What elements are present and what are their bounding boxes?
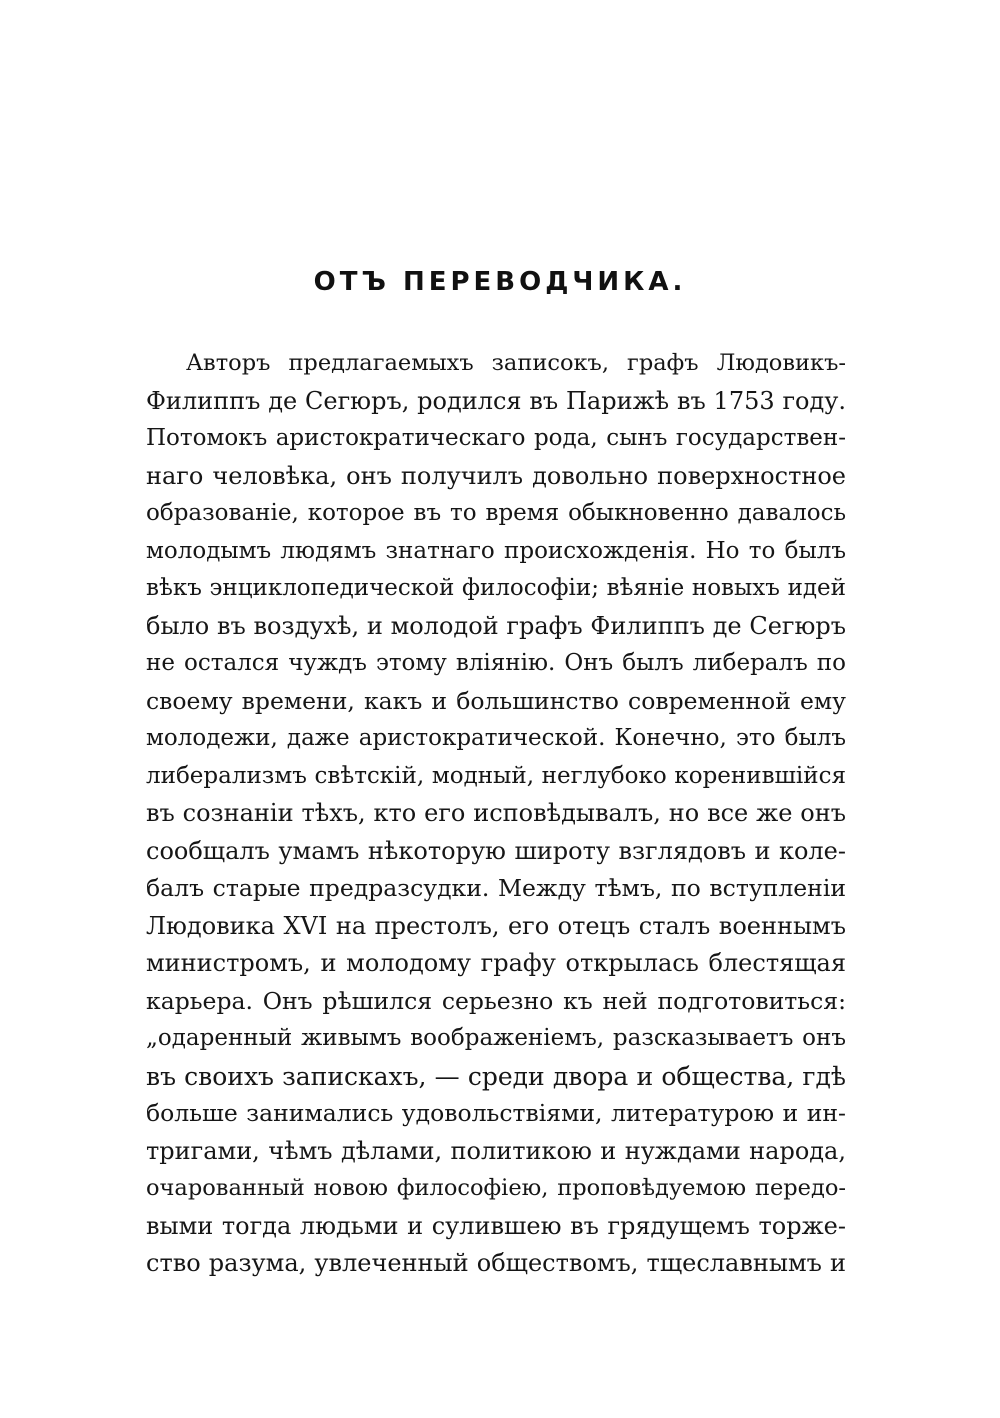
text-line: балъ старые предразсудки. Между тѣмъ, по вступленіи xyxy=(146,874,846,902)
text-line: наго человѣка, онъ получилъ довольно поверхностное xyxy=(146,461,846,490)
text-line: Потомокъ аристократическаго рода, сынъ государствен- xyxy=(146,425,846,451)
text-line: очарованный новою философіею, проповѣдуемою передо- xyxy=(146,1175,846,1201)
text-line: „одаренный живымъ воображеніемъ, разсказываетъ онъ xyxy=(146,1025,846,1051)
text-line: въ своихъ запискахъ, — среди двора и общества, гдѣ xyxy=(146,1061,846,1091)
text-line: министромъ, и молодому графу открылась блестящая xyxy=(146,949,846,977)
text-line: своему времени, какъ и большинство современной ему xyxy=(146,686,846,715)
text-line: молодымъ людямъ знатнаго происхожденія. Но то былъ xyxy=(146,537,846,564)
text-line: въ сознаніи тѣхъ, кто его исповѣдывалъ, но все же онъ xyxy=(146,799,846,827)
text-line: тригами, чѣмъ дѣлами, политикою и нуждами народа, xyxy=(146,1136,846,1165)
text-line: не остался чуждъ этому вліянію. Онъ былъ либералъ по xyxy=(146,650,846,676)
text-line: молодежи, даже аристократической. Конечно, это былъ xyxy=(146,725,846,751)
text-line: Авторъ предлагаемыхъ записокъ, графъ Людовикъ- xyxy=(186,350,846,376)
body-text xyxy=(146,345,846,1283)
text-line: ство разума, увлеченный обществомъ, тщеславнымъ и xyxy=(146,1249,846,1277)
text-line: сообщалъ умамъ нѣкоторую широту взглядовъ и коле- xyxy=(146,836,846,865)
chapter-heading: ОТЪ ПЕРЕВОДЧИКА. xyxy=(313,267,687,297)
text-line: вѣкъ энциклопедической философіи; вѣяніе новыхъ идей xyxy=(146,575,846,601)
text-line: Филиппъ де Сегюръ, родился въ Парижѣ въ 1753 году. xyxy=(146,386,846,415)
text-line: либерализмъ свѣтскій, модный, неглубоко коренившійся xyxy=(146,762,846,789)
text-line: образованіе, которое въ то время обыкновенно давалось xyxy=(146,500,846,526)
text-line: больше занимались удовольствіями, литературою и ин- xyxy=(146,1099,846,1127)
text-line: выми тогда людьми и сулившею въ грядущемъ торже- xyxy=(146,1211,846,1240)
text-line: Людовика XVI на престолъ, его отецъ сталъ военнымъ xyxy=(146,911,846,940)
text-line: было въ воздухѣ, и молодой графъ Филиппъ де Сегюръ xyxy=(146,611,846,640)
text-line: карьера. Онъ рѣшился серьезно къ ней подготовиться: xyxy=(146,986,846,1015)
